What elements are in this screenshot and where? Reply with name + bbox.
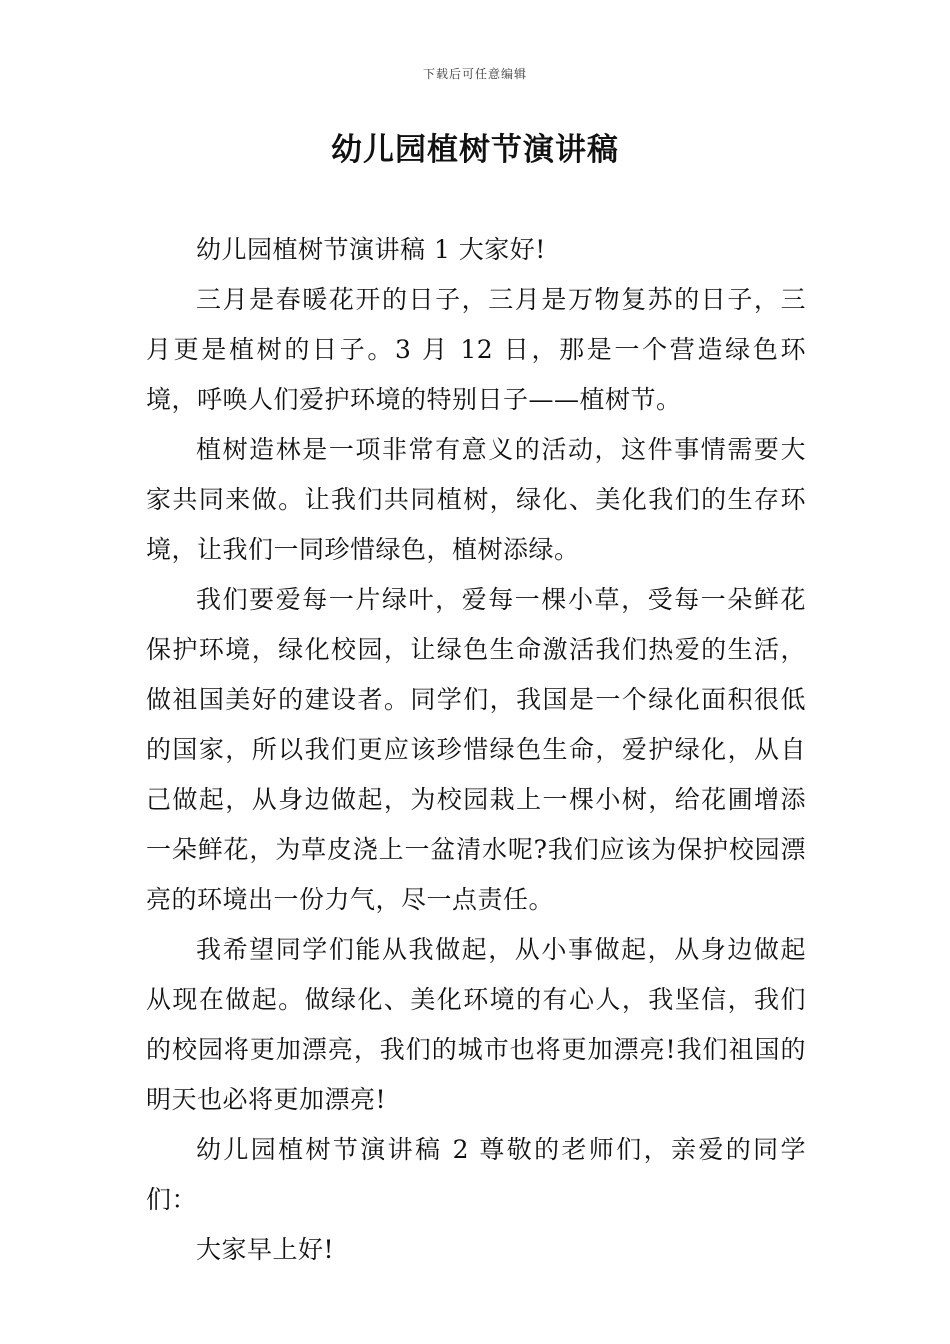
- document-body: [146, 225, 806, 1275]
- paragraph-love-green: 我们要爱每一片绿叶，爱每一棵小草，受每一朵鲜花保护环境，绿化校园，让绿色生命激活我们热爱的生活，做祖国美好的建设者。同学们，我国是一个绿化面积很低的国家，所以我们更应该珍惜绿色生命，爱护绿化，从自己做起，从身边做起，为校园栽上一棵小树，给花圃增添一朵鲜花，为草皮浇上一盆清水呢?我们应该为保护校园漂亮的环境出一份力气，尽一点责任。: [146, 585, 806, 914]
- header-note: 下载后可任意编辑: [422, 67, 527, 81]
- paragraph-greeting: 大家早上好!: [196, 1235, 335, 1264]
- document-title: 幼儿园植树节演讲稿: [331, 132, 619, 168]
- paragraph-speech-1-intro: 幼儿园植树节演讲稿 1 大家好!: [196, 235, 546, 264]
- paragraph-march: 三月是春暖花开的日子，三月是万物复苏的日子，三月更是植树的日子。3 月 12 日，那是一个营造绿色环境，呼唤人们爱护环境的特别日子——植树节。: [146, 285, 806, 414]
- paragraph-hope: 我希望同学们能从我做起，从小事做起，从身边做起从现在做起。做绿化、美化环境的有心人，我坚信，我们的校园将更加漂亮，我们的城市也将更加漂亮!我们祖国的明天也必将更加漂亮!: [146, 935, 806, 1114]
- paragraph-tree-planting: 植树造林是一项非常有意义的活动，这件事情需要大家共同来做。让我们共同植树，绿化、美化我们的生存环境，让我们一同珍惜绿色，植树添绿。: [146, 435, 806, 564]
- paragraph-speech-2-intro: 幼儿园植树节演讲稿 2 尊敬的老师们，亲爱的同学们：: [146, 1135, 806, 1214]
